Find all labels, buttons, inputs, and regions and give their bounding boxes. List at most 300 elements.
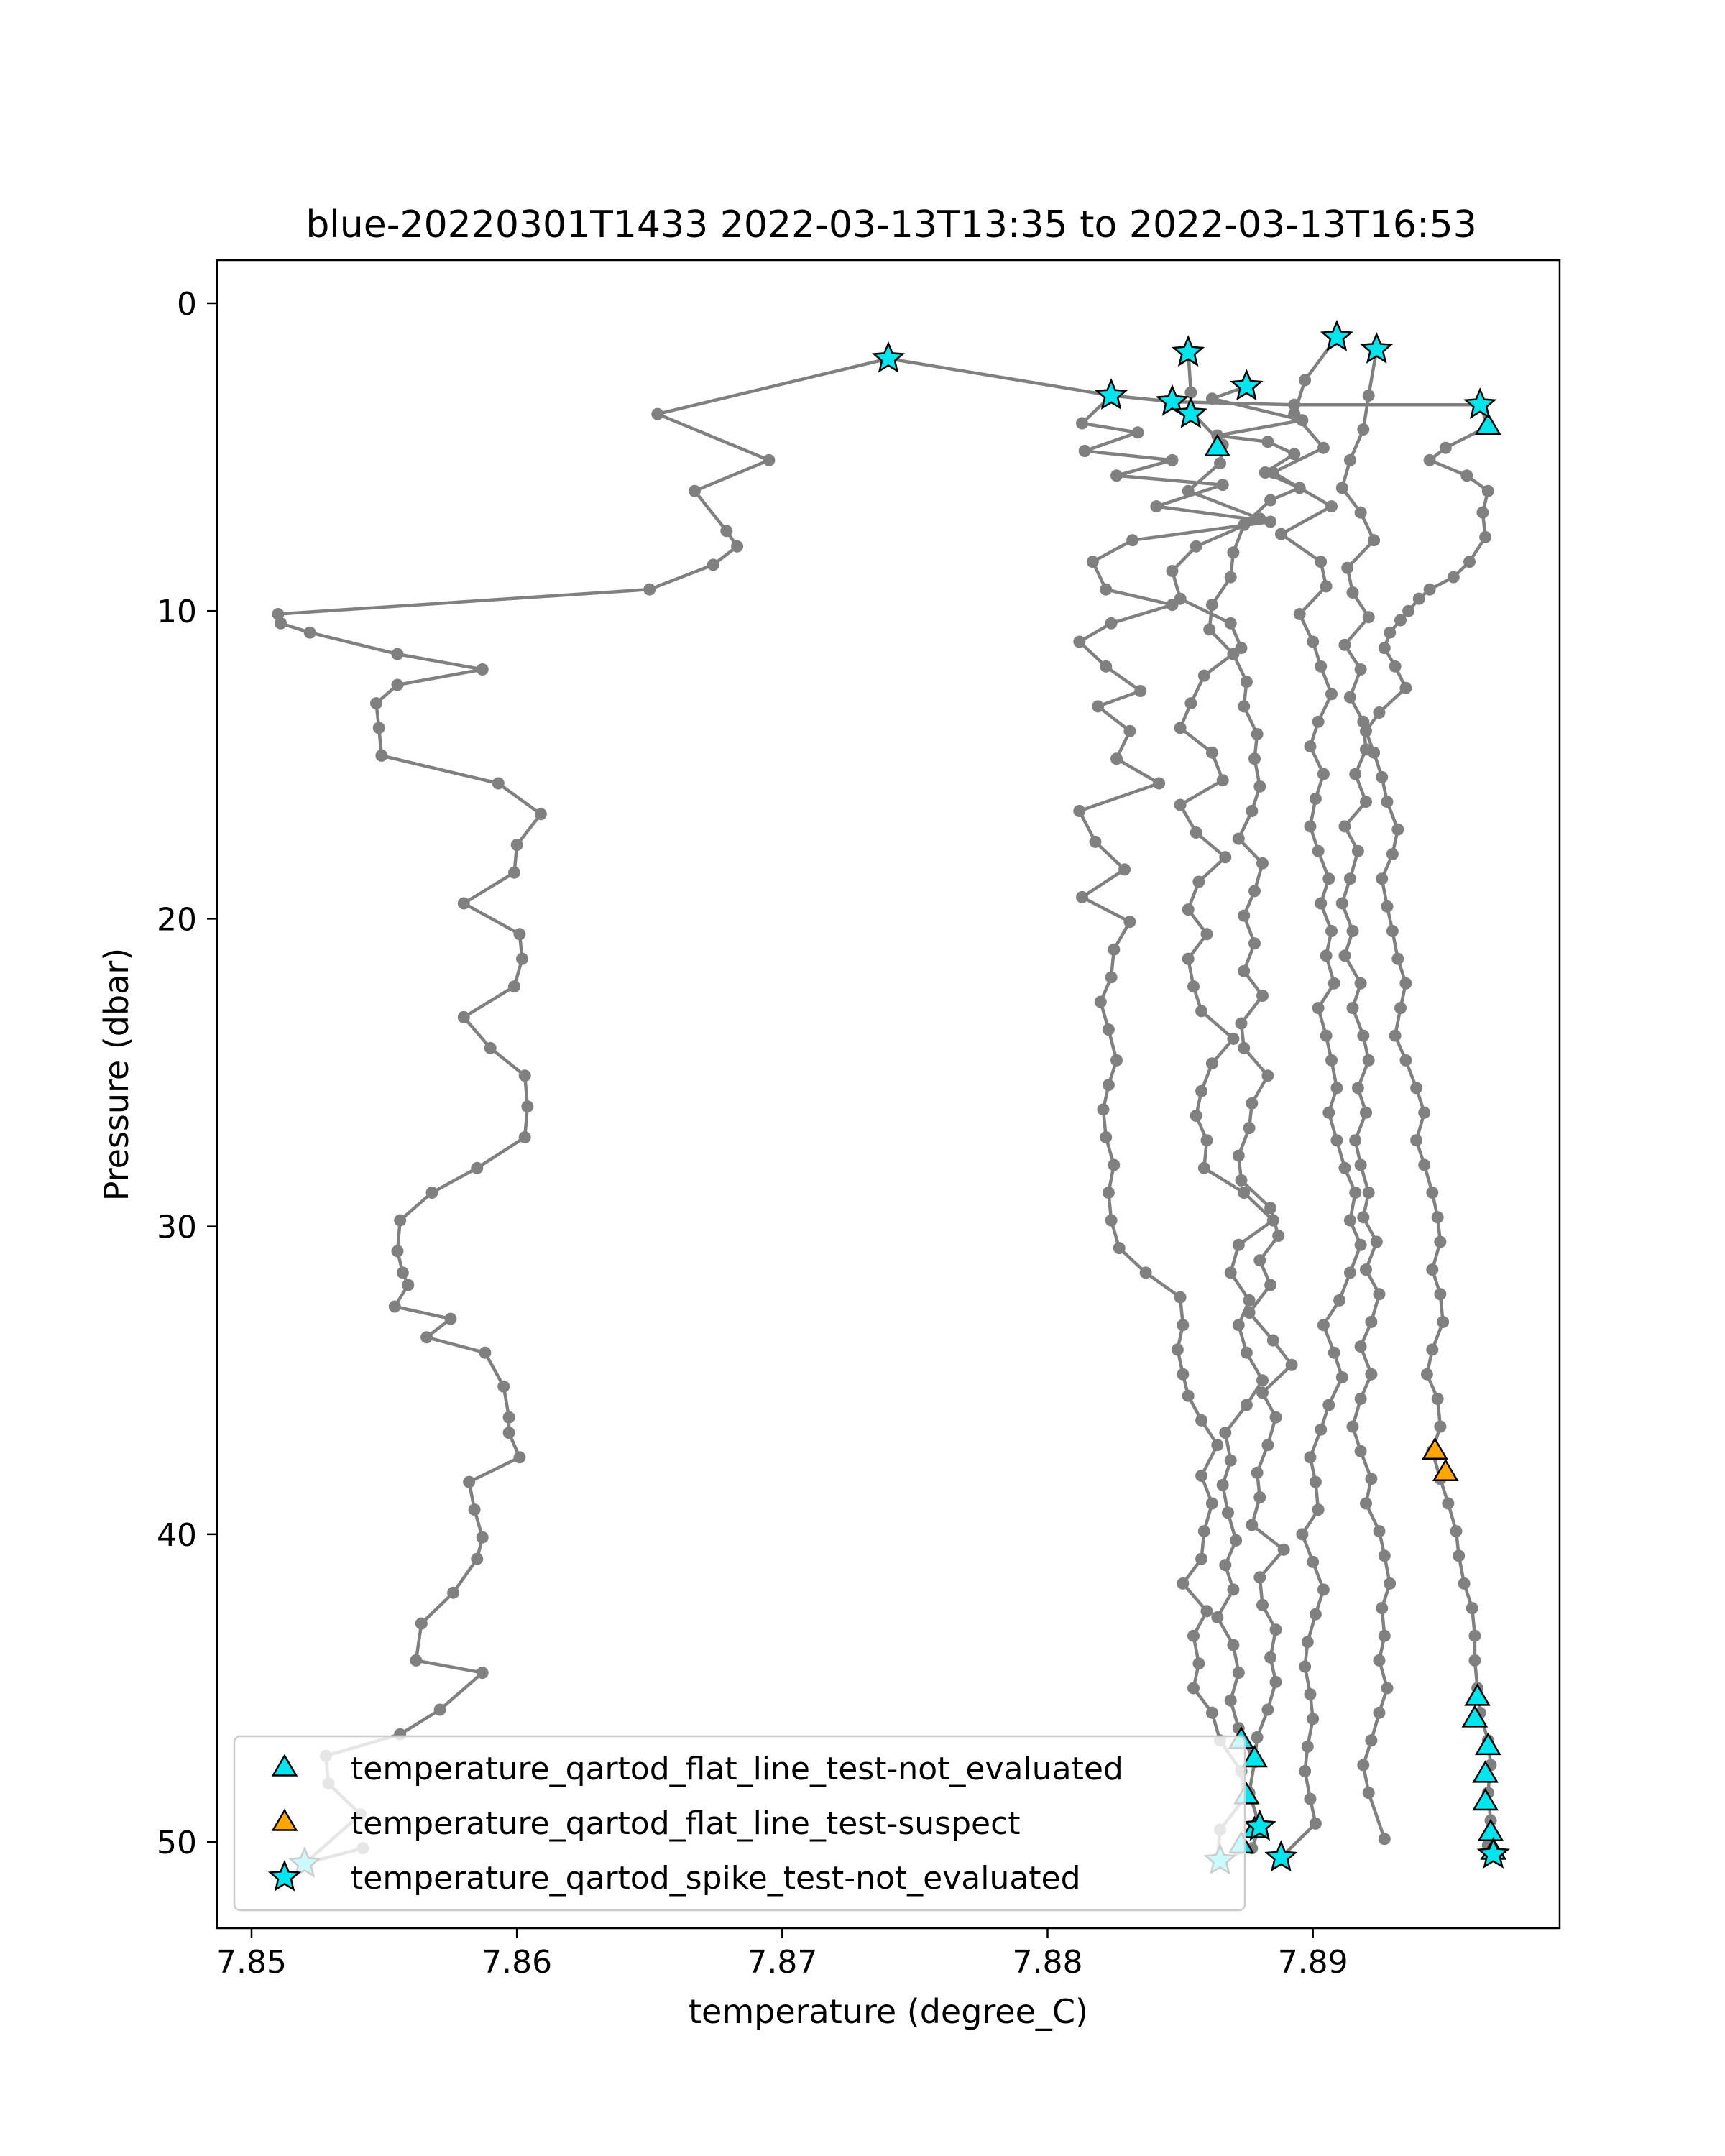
data-point bbox=[1267, 1335, 1279, 1347]
data-point bbox=[1339, 639, 1351, 651]
data-point bbox=[1365, 1734, 1377, 1746]
data-point bbox=[1355, 1340, 1367, 1353]
data-point bbox=[1376, 872, 1388, 885]
data-point bbox=[1339, 949, 1351, 962]
data-point bbox=[415, 1618, 428, 1630]
data-point bbox=[720, 525, 732, 537]
data-point bbox=[1198, 1525, 1210, 1537]
data-point bbox=[1087, 556, 1099, 568]
data-point bbox=[1246, 1519, 1258, 1531]
data-point bbox=[1347, 586, 1359, 599]
data-point bbox=[1418, 1107, 1430, 1119]
data-point bbox=[1201, 928, 1213, 940]
data-point bbox=[1286, 1359, 1298, 1371]
data-point bbox=[1336, 482, 1348, 494]
data-point bbox=[1413, 593, 1425, 605]
data-point bbox=[1379, 1833, 1391, 1845]
data-point bbox=[1336, 1371, 1348, 1383]
data-point bbox=[392, 679, 404, 691]
data-point bbox=[1376, 1602, 1388, 1614]
data-point bbox=[1434, 1421, 1446, 1433]
data-point bbox=[1246, 1097, 1258, 1110]
data-point bbox=[521, 1100, 533, 1112]
data-point bbox=[643, 584, 656, 596]
data-point bbox=[1243, 1307, 1256, 1319]
data-point bbox=[1363, 611, 1375, 623]
data-point bbox=[1355, 977, 1367, 990]
y-tick-label: 30 bbox=[157, 1209, 197, 1246]
data-point bbox=[1360, 1107, 1372, 1119]
data-point bbox=[1100, 1131, 1112, 1143]
data-point bbox=[1182, 953, 1195, 965]
data-point bbox=[1349, 1187, 1361, 1199]
data-point bbox=[434, 1704, 446, 1716]
data-point bbox=[1360, 1263, 1372, 1276]
data-point bbox=[1238, 1042, 1250, 1054]
data-point bbox=[1399, 682, 1412, 694]
data-point bbox=[1322, 1399, 1335, 1411]
data-point bbox=[1198, 670, 1210, 682]
data-point bbox=[1227, 546, 1239, 558]
data-point bbox=[1225, 1266, 1237, 1279]
data-point bbox=[1090, 836, 1102, 848]
data-point bbox=[1317, 1583, 1330, 1595]
data-point bbox=[1426, 1343, 1438, 1355]
data-point bbox=[1184, 697, 1197, 709]
y-tick-label: 20 bbox=[157, 901, 197, 939]
data-point bbox=[1344, 691, 1356, 704]
x-tick-label: 7.89 bbox=[1277, 1944, 1348, 1981]
data-point bbox=[1288, 399, 1300, 411]
data-point bbox=[1092, 700, 1104, 712]
data-point bbox=[1349, 1134, 1361, 1146]
data-point bbox=[1177, 1577, 1189, 1590]
data-point bbox=[1246, 805, 1258, 817]
data-point bbox=[1256, 1386, 1269, 1399]
y-tick-label: 40 bbox=[157, 1516, 197, 1554]
data-point bbox=[1305, 1451, 1317, 1463]
data-point bbox=[1466, 1602, 1478, 1614]
data-point bbox=[1421, 1368, 1433, 1381]
data-point bbox=[1317, 442, 1330, 454]
data-point bbox=[1315, 898, 1327, 910]
data-point bbox=[1219, 1559, 1231, 1571]
data-point bbox=[477, 1531, 489, 1544]
data-point bbox=[1248, 752, 1261, 765]
data-point bbox=[1426, 1187, 1438, 1199]
data-point bbox=[1363, 1054, 1375, 1067]
data-point bbox=[1195, 1553, 1208, 1565]
data-point bbox=[1103, 1023, 1115, 1036]
data-point bbox=[477, 1667, 489, 1679]
data-point bbox=[1312, 845, 1325, 857]
data-point bbox=[1241, 676, 1253, 688]
data-point bbox=[1365, 1473, 1377, 1485]
data-point bbox=[1379, 642, 1391, 654]
data-point bbox=[1379, 1549, 1391, 1562]
data-point bbox=[1264, 516, 1276, 528]
data-point bbox=[1424, 584, 1436, 596]
x-tick-label: 7.88 bbox=[1012, 1944, 1083, 1981]
data-point bbox=[1214, 457, 1226, 469]
data-point bbox=[426, 1187, 438, 1199]
data-point bbox=[469, 1503, 481, 1516]
y-axis-label: Pressure (dbar) bbox=[97, 947, 136, 1202]
data-point bbox=[1368, 747, 1380, 759]
data-point bbox=[1315, 1424, 1327, 1436]
data-point bbox=[1190, 540, 1202, 553]
data-point bbox=[1448, 571, 1460, 584]
data-point bbox=[420, 1331, 433, 1343]
data-point bbox=[1402, 605, 1414, 617]
data-point bbox=[1256, 1374, 1269, 1386]
data-point bbox=[1325, 925, 1338, 937]
data-point bbox=[1339, 1162, 1351, 1174]
data-point bbox=[1105, 617, 1118, 630]
data-point bbox=[463, 1476, 475, 1488]
data-point bbox=[1278, 1544, 1290, 1556]
data-point bbox=[503, 1411, 515, 1424]
data-point bbox=[1371, 1236, 1383, 1248]
data-point bbox=[1322, 872, 1335, 885]
data-point bbox=[1357, 1211, 1369, 1223]
data-point bbox=[511, 839, 523, 851]
data-point bbox=[1307, 1556, 1319, 1568]
data-point bbox=[1134, 685, 1146, 697]
data-point bbox=[1203, 623, 1215, 635]
data-point bbox=[1261, 436, 1274, 448]
data-point bbox=[1192, 876, 1205, 888]
data-point bbox=[1302, 1741, 1314, 1753]
data-point bbox=[444, 1313, 456, 1325]
data-point bbox=[1230, 1534, 1242, 1547]
data-point bbox=[1463, 556, 1476, 568]
data-point bbox=[1341, 562, 1353, 574]
data-point bbox=[1365, 1316, 1377, 1328]
data-point bbox=[1233, 1239, 1245, 1251]
data-point bbox=[516, 953, 528, 965]
data-point bbox=[1254, 780, 1266, 793]
data-point bbox=[1426, 1263, 1438, 1276]
data-point bbox=[275, 617, 287, 630]
data-point bbox=[1108, 944, 1120, 956]
data-point bbox=[1118, 863, 1131, 875]
data-point bbox=[1243, 1122, 1256, 1134]
data-point bbox=[1355, 663, 1367, 676]
data-point bbox=[1325, 500, 1338, 512]
data-point bbox=[1275, 528, 1287, 540]
data-point bbox=[1100, 584, 1112, 596]
data-point bbox=[1225, 617, 1237, 630]
data-point bbox=[1328, 1347, 1340, 1359]
data-point bbox=[651, 408, 663, 420]
data-point bbox=[1434, 1236, 1446, 1248]
data-point bbox=[1468, 1630, 1481, 1642]
data-point bbox=[1256, 990, 1269, 1002]
data-point bbox=[410, 1654, 422, 1667]
data-point bbox=[392, 1245, 404, 1257]
data-point bbox=[1132, 426, 1144, 438]
data-point bbox=[370, 697, 382, 709]
data-point bbox=[1389, 1030, 1402, 1042]
data-point bbox=[1432, 1211, 1444, 1223]
data-point bbox=[1349, 768, 1361, 780]
data-point bbox=[1328, 977, 1340, 990]
data-point bbox=[1098, 1103, 1110, 1115]
data-point bbox=[1227, 648, 1239, 660]
data-point bbox=[1105, 1215, 1118, 1227]
data-point bbox=[1305, 1793, 1317, 1805]
data-point bbox=[1392, 953, 1404, 965]
data-point bbox=[1167, 454, 1179, 466]
data-point bbox=[447, 1587, 459, 1599]
data-point bbox=[1264, 1202, 1276, 1214]
data-point bbox=[1140, 1266, 1152, 1279]
data-point bbox=[1187, 1630, 1200, 1642]
data-point bbox=[1317, 1319, 1330, 1331]
data-point bbox=[1076, 418, 1088, 430]
data-point bbox=[1450, 1525, 1463, 1537]
data-point bbox=[519, 1131, 531, 1143]
data-point bbox=[1270, 1411, 1282, 1424]
x-axis-label: temperature (degree_C) bbox=[689, 1992, 1088, 2031]
data-point bbox=[1294, 608, 1306, 620]
data-point bbox=[1195, 1470, 1208, 1482]
data-point bbox=[1233, 833, 1245, 845]
data-point bbox=[1410, 1082, 1422, 1094]
data-point bbox=[1352, 845, 1364, 857]
data-point bbox=[1360, 796, 1372, 808]
data-point bbox=[1238, 965, 1250, 977]
data-point bbox=[1217, 774, 1229, 786]
data-point bbox=[1233, 1667, 1245, 1679]
data-point bbox=[1310, 1818, 1322, 1830]
data-point bbox=[1095, 996, 1107, 1008]
data-point bbox=[1305, 1688, 1317, 1700]
data-point bbox=[513, 928, 525, 940]
data-point bbox=[1479, 531, 1491, 543]
data-point bbox=[1468, 1654, 1481, 1667]
data-point bbox=[1264, 1279, 1276, 1291]
data-point bbox=[1182, 485, 1195, 497]
data-point bbox=[1256, 857, 1269, 870]
data-point bbox=[1254, 1571, 1266, 1583]
data-point bbox=[1206, 1498, 1218, 1510]
data-point bbox=[458, 1011, 470, 1023]
data-point bbox=[1432, 1393, 1444, 1405]
data-point bbox=[1360, 1498, 1372, 1510]
data-point bbox=[1394, 1002, 1407, 1014]
data-point bbox=[1217, 1479, 1229, 1491]
data-point bbox=[1261, 1439, 1274, 1451]
data-point bbox=[1355, 1239, 1367, 1251]
data-point bbox=[1344, 1266, 1356, 1279]
data-point bbox=[375, 750, 387, 762]
data-point bbox=[1368, 534, 1380, 546]
data-point bbox=[397, 1266, 409, 1279]
data-point bbox=[1374, 706, 1386, 719]
data-point bbox=[479, 1347, 491, 1359]
data-point bbox=[1320, 580, 1333, 592]
y-tick-label: 50 bbox=[157, 1825, 197, 1862]
data-point bbox=[1103, 1079, 1115, 1091]
data-point bbox=[763, 454, 775, 466]
data-point bbox=[731, 540, 743, 553]
data-point bbox=[1110, 752, 1123, 765]
data-point bbox=[535, 808, 547, 820]
data-point bbox=[1195, 1414, 1208, 1427]
data-point bbox=[1322, 1107, 1335, 1119]
data-point bbox=[1363, 1787, 1375, 1799]
data-point bbox=[1320, 1030, 1333, 1042]
data-point bbox=[1325, 1054, 1338, 1067]
legend bbox=[234, 1736, 1245, 1910]
data-point bbox=[1374, 1707, 1386, 1719]
data-point bbox=[1251, 728, 1264, 740]
data-point bbox=[513, 1451, 525, 1463]
data-point bbox=[1310, 793, 1322, 805]
data-point bbox=[1073, 636, 1085, 648]
data-point bbox=[1312, 1503, 1325, 1516]
data-point bbox=[1312, 1002, 1325, 1014]
data-point bbox=[1241, 1347, 1253, 1359]
data-point bbox=[471, 1162, 483, 1174]
data-point bbox=[503, 1427, 515, 1439]
data-point bbox=[1225, 1455, 1237, 1467]
data-point bbox=[1267, 466, 1279, 479]
data-point bbox=[402, 1279, 414, 1291]
y-tick-label: 0 bbox=[177, 285, 197, 323]
data-point bbox=[1201, 1605, 1213, 1617]
data-point bbox=[1355, 1159, 1367, 1171]
data-point bbox=[1307, 636, 1319, 648]
data-point bbox=[1355, 1445, 1367, 1457]
x-tick-label: 7.87 bbox=[747, 1944, 818, 1981]
data-point bbox=[1453, 1549, 1465, 1562]
data-point bbox=[1182, 1390, 1195, 1402]
data-point bbox=[1123, 916, 1136, 928]
y-tick-label: 10 bbox=[157, 594, 197, 631]
data-point bbox=[1336, 898, 1348, 910]
data-point bbox=[1381, 796, 1394, 808]
data-point bbox=[1270, 1676, 1282, 1688]
data-point bbox=[1222, 1506, 1234, 1519]
data-point bbox=[1219, 851, 1231, 863]
data-point bbox=[1386, 925, 1399, 937]
data-point bbox=[1333, 1294, 1346, 1307]
data-point bbox=[1192, 1657, 1205, 1669]
chart-title: blue-20220301T1433 2022-03-13T13:35 to 2022-03-13T16:53 bbox=[305, 203, 1477, 247]
data-point bbox=[1236, 1018, 1248, 1030]
data-point bbox=[1079, 445, 1091, 457]
data-point bbox=[1344, 872, 1356, 885]
data-point bbox=[1236, 1174, 1248, 1187]
data-point bbox=[389, 1301, 401, 1313]
data-point bbox=[1312, 716, 1325, 728]
data-point bbox=[1305, 740, 1317, 752]
data-point bbox=[1310, 1608, 1322, 1621]
data-point bbox=[1458, 1577, 1471, 1590]
data-point bbox=[1174, 799, 1187, 811]
data-point bbox=[1347, 925, 1359, 937]
data-point bbox=[1374, 1288, 1386, 1300]
data-point bbox=[1206, 1057, 1218, 1069]
data-point bbox=[1227, 1033, 1239, 1045]
data-point bbox=[1299, 1661, 1311, 1673]
data-point bbox=[1261, 1704, 1274, 1716]
data-point bbox=[1357, 1030, 1369, 1042]
data-point bbox=[1264, 1651, 1276, 1664]
data-point bbox=[1410, 1134, 1422, 1146]
data-point bbox=[1347, 1421, 1359, 1433]
data-point bbox=[508, 980, 520, 992]
data-point bbox=[1379, 1630, 1391, 1642]
data-point bbox=[1254, 1254, 1266, 1266]
data-point bbox=[1347, 1002, 1359, 1014]
data-point bbox=[1177, 1319, 1189, 1331]
data-point bbox=[1126, 534, 1138, 546]
data-point bbox=[1219, 1427, 1231, 1439]
data-point bbox=[1113, 1242, 1126, 1254]
data-point bbox=[1442, 1498, 1454, 1510]
data-point bbox=[1217, 479, 1229, 491]
data-point bbox=[1344, 1215, 1356, 1227]
data-point bbox=[471, 1553, 483, 1565]
data-point bbox=[1233, 1150, 1245, 1162]
data-point bbox=[484, 1042, 497, 1054]
data-point bbox=[1389, 660, 1402, 673]
data-point bbox=[519, 1069, 531, 1082]
data-point bbox=[458, 898, 470, 910]
data-point bbox=[1195, 1085, 1208, 1097]
data-point bbox=[1153, 778, 1165, 790]
data-point bbox=[1110, 1054, 1123, 1067]
data-point bbox=[1381, 1682, 1394, 1695]
data-point bbox=[1238, 910, 1250, 922]
data-point bbox=[1440, 442, 1452, 454]
data-point bbox=[1227, 1639, 1239, 1651]
data-point bbox=[1225, 571, 1237, 584]
data-point bbox=[1073, 805, 1085, 817]
data-point bbox=[1227, 1583, 1239, 1595]
legend-label: temperature_qartod_flat_line_test-suspect bbox=[351, 1805, 1021, 1842]
data-point bbox=[689, 485, 701, 497]
data-point bbox=[1476, 507, 1489, 519]
data-point bbox=[1105, 971, 1118, 983]
data-point bbox=[1206, 1707, 1218, 1719]
data-point bbox=[1167, 565, 1179, 577]
x-tick-label: 7.86 bbox=[482, 1944, 553, 1981]
data-point bbox=[1418, 1159, 1430, 1171]
data-point bbox=[508, 867, 520, 879]
data-point bbox=[492, 778, 505, 790]
data-point bbox=[1374, 1525, 1386, 1537]
data-point bbox=[1187, 980, 1200, 992]
data-point bbox=[1384, 1577, 1396, 1590]
data-point bbox=[1399, 1054, 1412, 1067]
data-point bbox=[1386, 848, 1399, 860]
data-point bbox=[707, 558, 719, 571]
legend-label: temperature_qartod_spike_test-not_evaluated bbox=[351, 1860, 1081, 1897]
data-point bbox=[1363, 390, 1375, 402]
data-point bbox=[1315, 556, 1327, 568]
data-point bbox=[1206, 599, 1218, 611]
data-point bbox=[1195, 1005, 1208, 1017]
data-point bbox=[1251, 1467, 1264, 1479]
data-point bbox=[1238, 519, 1250, 531]
data-point bbox=[1296, 1528, 1308, 1540]
data-point bbox=[1198, 1162, 1210, 1174]
